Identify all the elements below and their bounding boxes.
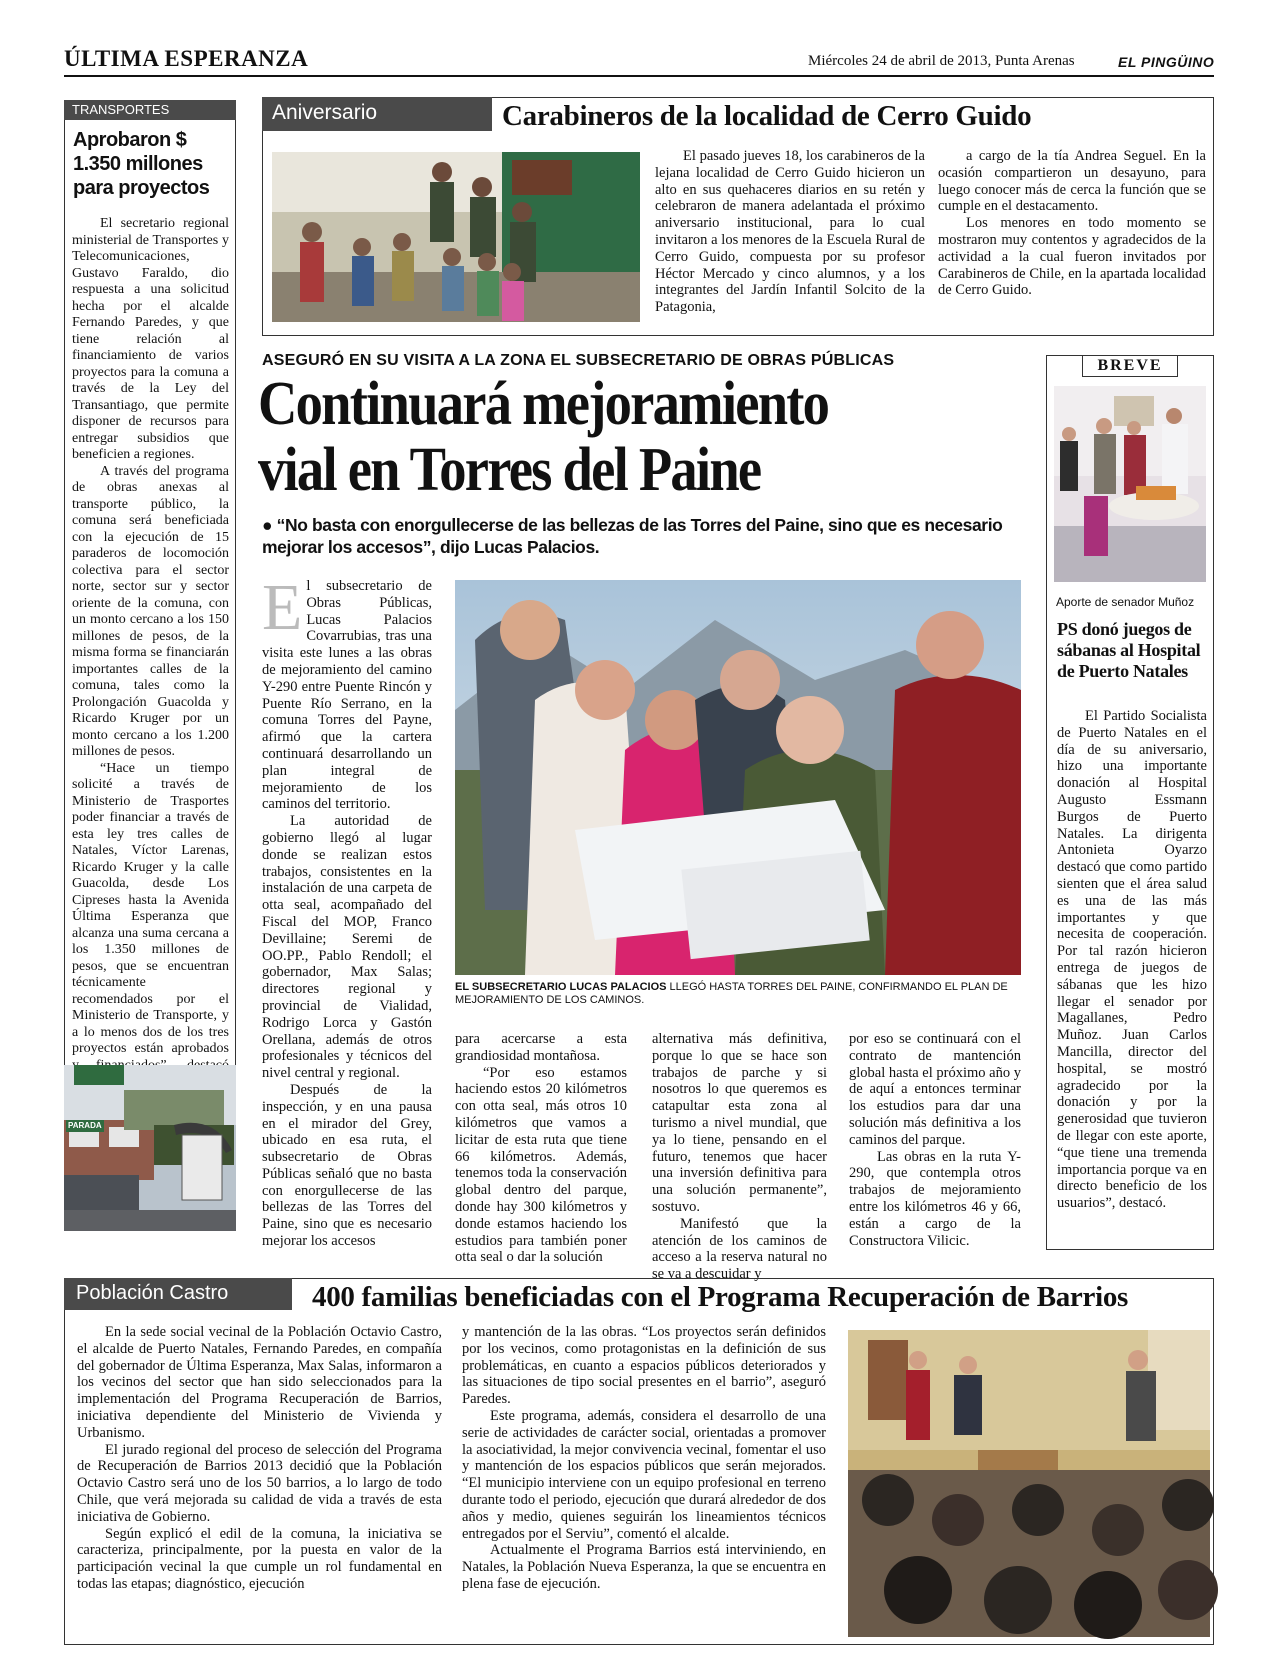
breve-photo [1054, 386, 1206, 582]
main-headline-line-1: Continuará mejoramiento [258, 370, 829, 438]
main-col-3 [652, 1031, 827, 1283]
main-photo [455, 580, 1021, 975]
main-col-4 [849, 1031, 1021, 1259]
carabineros-photo [272, 152, 640, 322]
main-kicker: ASEGURÓ EN SU VISITA A LA ZONA EL SUBSECRETARIO DE OBRAS PÚBLICAS [262, 352, 895, 369]
breve-tag: BREVE [1082, 355, 1178, 377]
section-title: ÚLTIMA ESPERANZA [64, 46, 309, 71]
bottom-paragraph: Este programa, además, considera el desarrollo de una serie de actividades de carácter social, orientadas a promover la asociatividad, la mejor convivencia vecinal, fomentar el uso y mantención de los espacios públicos que serán mejorados. “El municipio interviene con un equipo profesional en terreno durante todo el periodo, ejecución que durará alrededor de dos años y medio, quienes seguirán los lineamientos técnicos entregados por el Serviu”, comentó el alcalde. [462, 1407, 826, 1542]
bottom-col-1 [77, 1324, 442, 1642]
main-col-2 [455, 1031, 627, 1266]
newspaper-logo: EL PINGÜINO [1118, 54, 1215, 70]
main-deck-text: “No basta con enorgullecerse de las bellezas de las Torres del Paine, sino que es necesario mejorar los accesos”, dijo Lucas Palacios. [262, 515, 1003, 557]
drop-cap: E [262, 571, 303, 644]
main-deck [262, 514, 1022, 558]
main-lead-text: l subsecretario de Obras Públicas, Lucas Palacios Covarrubias, tras una visita este lunes a las obras de mejoramiento del camino Y-290 entre Puente Rincón y Puente Río Serrano, en la comuna Torres del Payne, afirmó que la cartera continuará desarrollando un plan integral de mejoramiento de los caminos del territorio. [262, 578, 432, 813]
main-paragraph: por eso se continuará con el contrato de mantención global hasta el próximo año y de aquí a entonces terminar los estudios para dar una solución más definitiva a los caminos del parque. [849, 1031, 1021, 1148]
barrios-meeting-photo [848, 1330, 1210, 1637]
bottom-headline: 400 familias beneficiadas con el Programa Recuperación de Barrios [312, 1281, 1129, 1313]
aniversario-tag: Aniversario [262, 97, 492, 131]
main-paragraph: para acercarse a esta grandiosidad montañosa. [455, 1031, 627, 1064]
aniversario-paragraph: a cargo de la tía Andrea Seguel. En la ocasión compartieron un desayuno, para luego conocer más de cerca la función que se cumple en el destacamento. [938, 148, 1206, 215]
main-caption-bold: EL SUBSECRETARIO LUCAS PALACIOS [455, 981, 667, 993]
bottom-paragraph: y mantención de la las obras. “Los proyectos serán definidos por los vecinos, como protagonistas en la definición de sus problemáticas, en cuanto a espacios públicos deteriorados y las situaciones de tipo social presentes en el barrio”, aseguró Paredes. [462, 1324, 826, 1408]
aniversario-paragraph: Los menores en todo momento se mostraron muy contentos y agradecidos de la actividad a la cual fueron invitados por Carabineros de Chile, en la apartada localidad de Cerro Guido. [938, 215, 1206, 299]
aniversario-col-2 [938, 148, 1206, 328]
transportes-tag: TRANSPORTES [64, 100, 236, 120]
main-paragraph: Manifestó que la atención de los caminos de acceso a la reserva natural no se va a descuidar y [652, 1215, 827, 1283]
header-rule [64, 75, 1214, 77]
main-caption-text: LLEGÓ HASTA TORRES DEL PAINE, CONFIRMANDO EL PLAN DE MEJORAMIENTO DE LOS CAMINOS. [455, 981, 1008, 1006]
main-paragraph: alternativa más definitiva, porque lo que se hace son trabajos de parche y si nosotros lo que queremos es catapultar esta zona al turismo a nivel mundial, que ya lo tiene, pensando en el futuro, tenemos que hacer una inversión definitiva para una solución permanente”, sostuvo. [652, 1031, 827, 1215]
breve-headline: PS donó juegos de sábanas al Hospital de Puerto Natales [1057, 619, 1201, 681]
bullet-icon: ● [262, 515, 277, 535]
breve-photo-caption: Aporte de senador Muñoz [1056, 595, 1195, 609]
bus-stop-sign: PARADA [68, 1121, 102, 1130]
main-paragraph: Después de la inspección, y en una pausa en el mirador del Grey, ubicado en esa ruta, el subsecretario de Obras Públicas señaló que no basta con enorgullecerse de las bellezas de las Torres del Paine, sino que es necesario mejorar los accesos [262, 1081, 432, 1250]
transportes-paragraph: “Hace un tiempo solicité a través de Ministerio de Trasportes poder financiar a través de esta ley tres calles de Natales, Víctor Larenas, Ricardo Kruger y la calle Guacolda, desde Los Cipreses hasta la Avenida Última Esperanza que alcanza una suma cercana a los 1.350 millones de pesos, que se encuentran técnicamente recomendados por el Ministerio de Transporte, y a lo menos dos de los tres proyectos están aprobados [72, 760, 229, 1056]
aniversario-col-1 [655, 148, 925, 328]
main-col-1 [262, 571, 432, 1258]
transportes-headline: Aprobaron $ 1.350 millones para proyectos [73, 129, 210, 199]
main-photo-caption [455, 981, 1021, 1007]
bottom-paragraph: Según explicó el edil de la comuna, la iniciativa se caracteriza, principalmente, por la puesta en valor de la participación vecinal la que cumple un rol fundamental en todas las etapas; diagnóstico, ejecución [77, 1525, 442, 1592]
main-paragraph: La autoridad de gobierno llegó al lugar donde se realizan estos trabajos, consistentes en la instalación de una carpeta de otta seal, acompañado del Fiscal del MOP, Franco Devillaine; Seremi de OO.PP., Pablo Rendoll; el gobernador, Max Salas; directores regional y provincial de Vialidad, Rodrigo Lorca y Gastón Orellana, además de otros profesionales y técnicos del nivel central y regional. [262, 813, 432, 1082]
main-paragraph: Las obras en la ruta Y-290, que contempla otros trabajos de mejoramiento entre los kilómetros 46 y 66, están a cargo de la Constructora Vilicic. [849, 1148, 1021, 1249]
breve-body [1057, 708, 1207, 1240]
main-headline-line-2: vial en Torres del Paine [258, 436, 761, 504]
breve-paragraph: El Partido Socialista de Puerto Natales en el día de su aniversario, hizo una importante donación al Hospital Augusto Essmann Burgos de Puerto Natales. La dirigenta Antonieta Oyarzo destacó que como partido sienten que el área salud es una de las más importantes y que necesita de cooperación. Por tal razón hicieron entrega de juegos de sábanas que les hizo llegar el senador por Magallanes, Pedro Muñoz. Juan Carlos Mancilla, director del hospital, se mostró agradecido por la donación y por la generosidad que tuvieron de llegar con este aporte, “que tiene una tremenda importancia porque va en directo beneficio de los usuarios”, destacó. [1057, 708, 1207, 1212]
aniversario-headline: Carabineros de la localidad de Cerro Guido [502, 100, 1032, 132]
poblacion-tag: Población Castro [64, 1278, 292, 1310]
dateline: Miércoles 24 de abril de 2013, Punta Arenas [808, 53, 1075, 69]
aniversario-paragraph: El pasado jueves 18, los carabineros de la lejana localidad de Cerro Guido hicieron un alto en sus quehaceres diarios en su retén y celebraron de manera adelantada el próximo aniversario institucional, para lo cual invitaron a los menores de la Escuela Rural de Cerro Guido, compuesta por su profesor Héctor Mercado y cinco alumnos, y a los integrantes del Jardín Infantil Solcito de la Patagonia, [655, 148, 925, 316]
bottom-col-2 [462, 1324, 826, 1642]
bus-stop-photo [64, 1065, 236, 1231]
bottom-paragraph: El jurado regional del proceso de selección del Programa de Recuperación de Barrios 2013 decidió que la Población Octavio Castro será uno de los 50 barrios, a lo largo de todo Chile, que verá mejorada su calidad de vida a través de esta iniciativa de Gobierno. [77, 1441, 442, 1525]
main-paragraph: “Por eso estamos haciendo estos 20 kilómetros con otta seal, más otros 10 kilómetros que vamos a licitar de esta ruta que tiene 66 kilómetros. Además, tenemos toda la conservación global dentro del parque, donde hay 300 kilómetros y donde estamos haciendo los estudios para también poner otta seal o dar la solución [455, 1064, 627, 1266]
bottom-paragraph: Actualmente el Programa Barrios está interviniendo, en Natales, la Población Nueva Esperanza, la que se encuentra en plena fase de ejecución. [462, 1542, 826, 1592]
transportes-body [72, 216, 229, 1056]
bottom-paragraph: En la sede social vecinal de la Población Octavio Castro, el alcalde de Puerto Natales, Fernando Paredes, en compañía del gobernador de Última Esperanza, Max Salas, informaron a los vecinos del sector que han sido seleccionados para la implementación del Programa Recuperación de Barrios, iniciativa dependiente del Ministerio de Vivienda y Urbanismo. [77, 1324, 442, 1441]
transportes-paragraph: A través del programa de obras anexas al transporte público, la comuna será beneficiada con la ejecución de 15 paraderos de locomoción colectiva para el sector norte, sector sur y sector oriente de la comuna, con un monto cercano a los 150 millones de pesos, de la misma forma se financiarán importantes calles de la comuna, tales como la Prolongación Guacolda y Ricardo Kruger por un monto cercano a los 1.200 millones de pesos. [72, 463, 229, 759]
transportes-paragraph: El secretario regional ministerial de Transportes y Telecomunicaciones, Gustavo Faraldo, dio respuesta a una solicitud hecha por el alcalde Fernando Paredes, y que tiene relación al financiamiento de varios proyectos para la comuna a través de la Ley del Transantiago, que permite disponer de recursos para entregar subsidios que beneficien a regiones. [72, 216, 229, 462]
